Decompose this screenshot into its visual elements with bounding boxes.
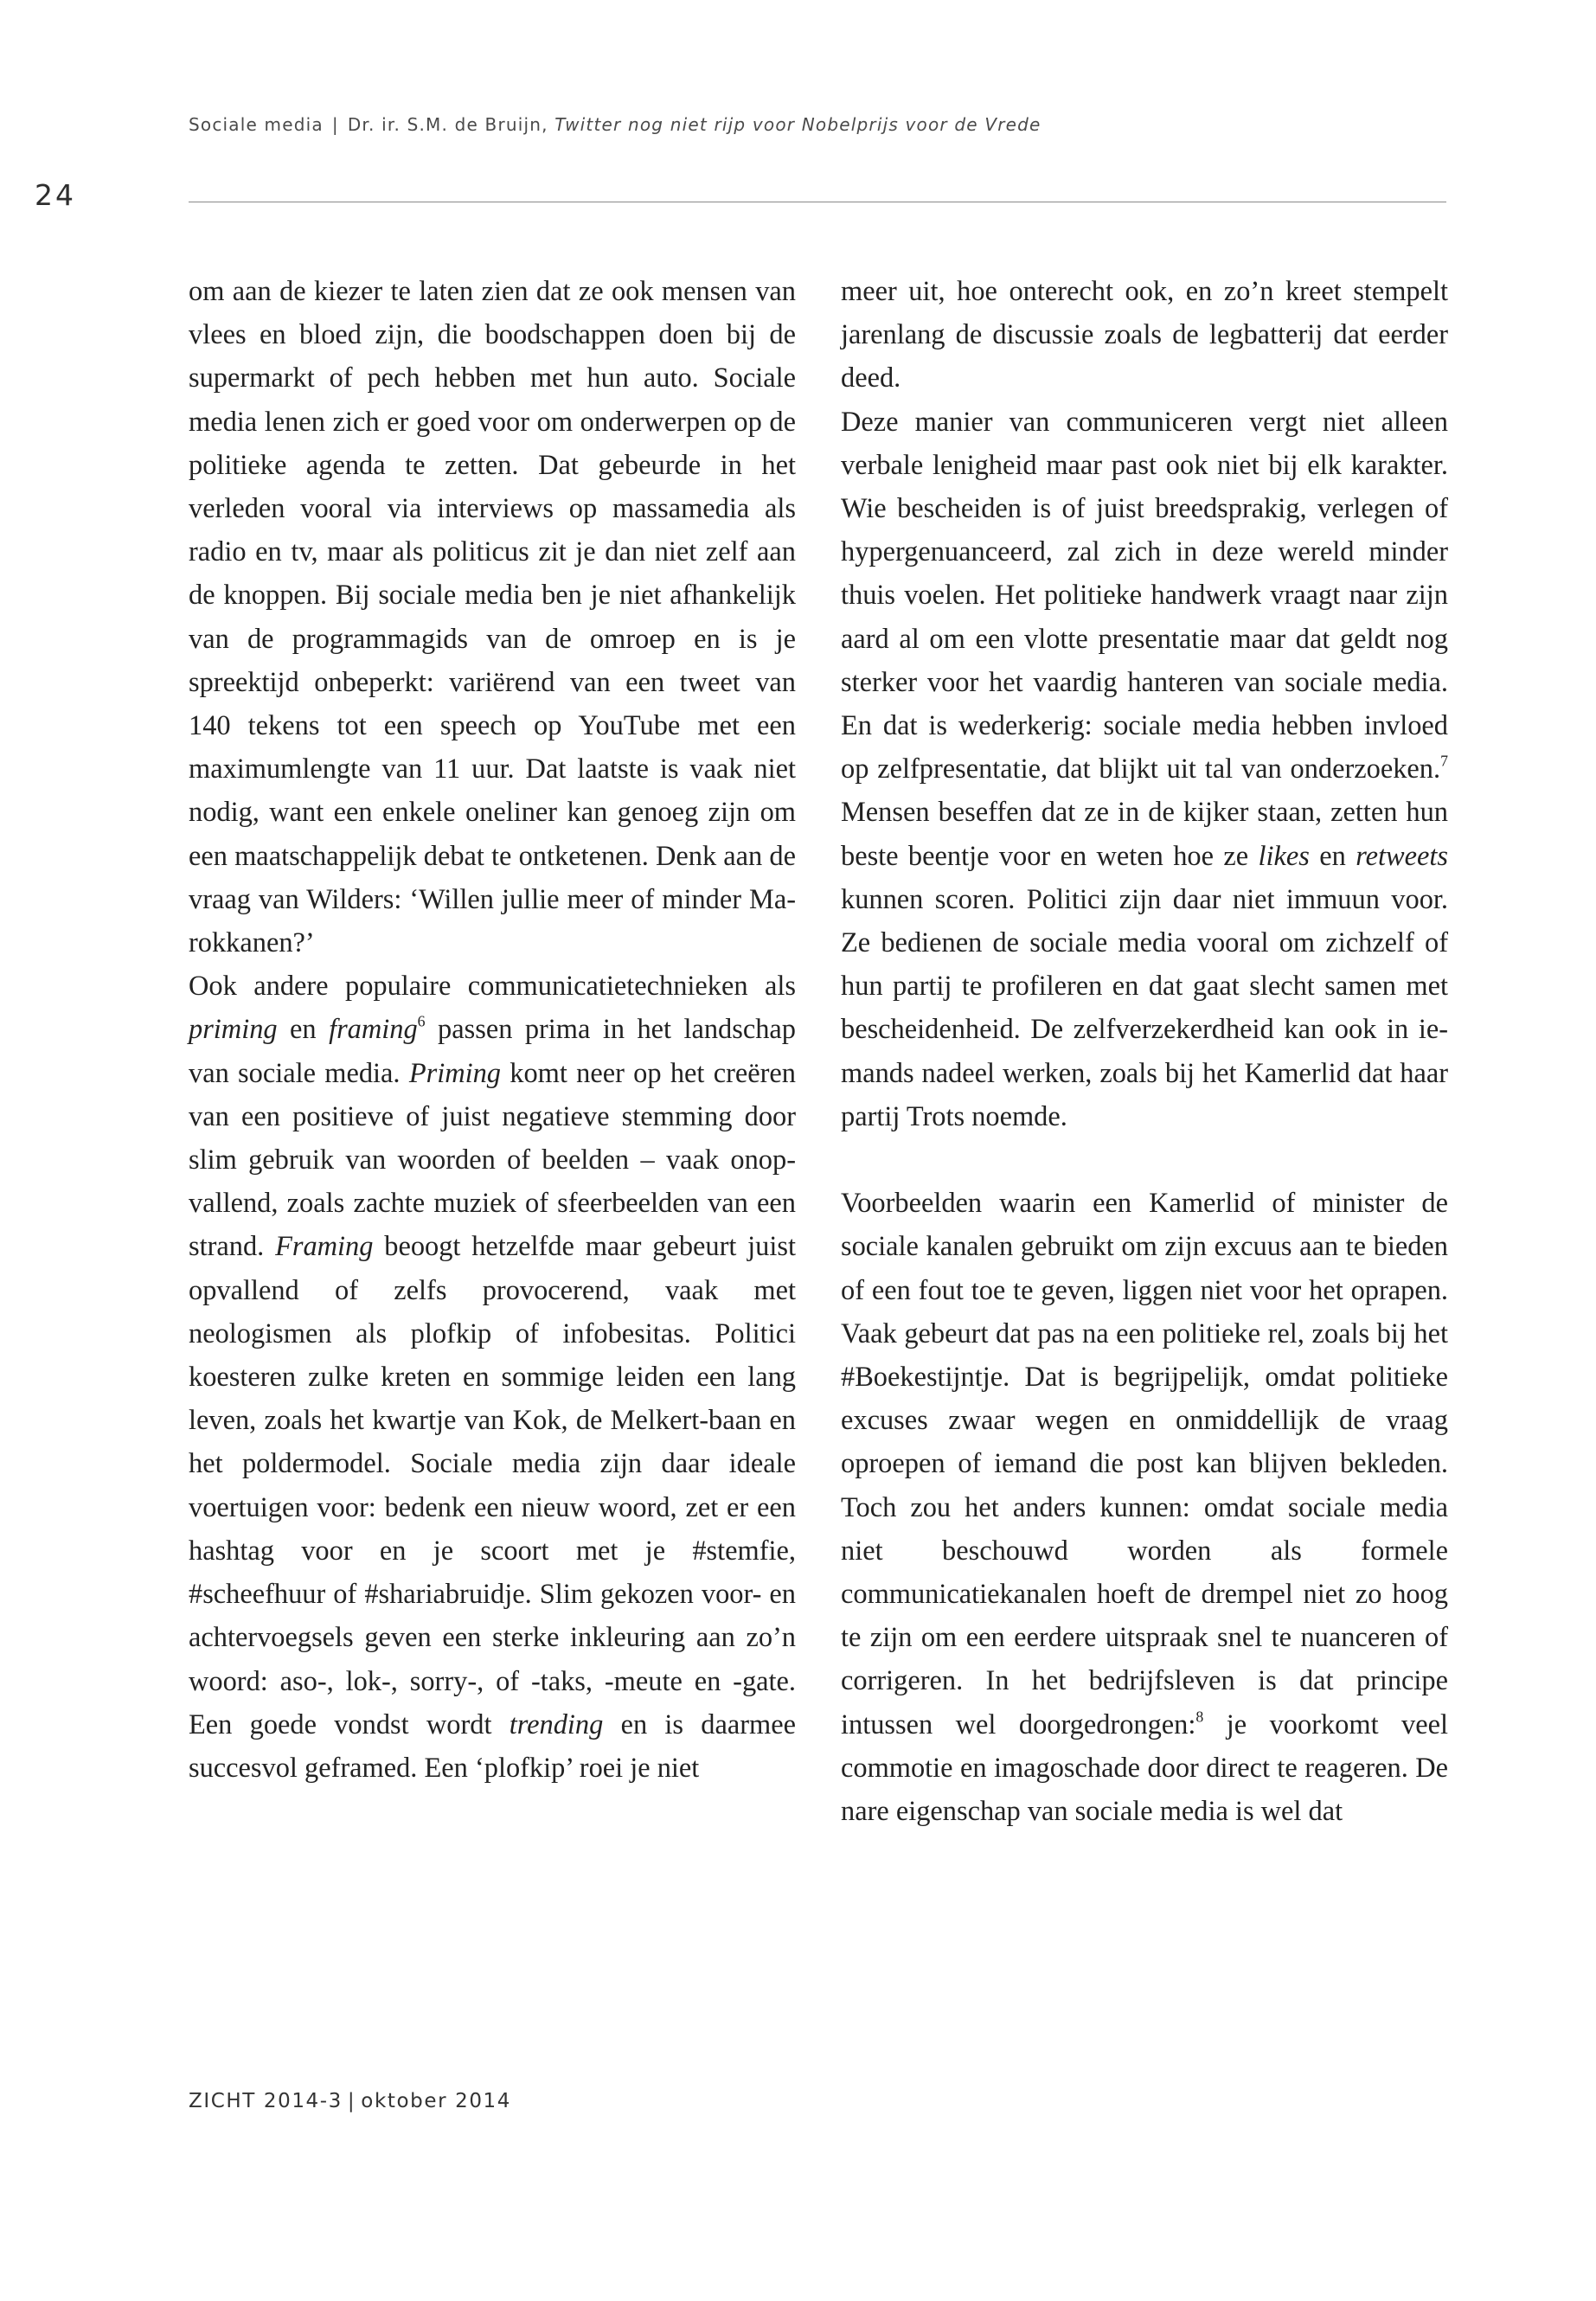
footer-separator: |: [347, 2090, 356, 2112]
running-header: [189, 114, 1452, 135]
italic-term: likes: [1258, 840, 1310, 872]
italic-term: Priming: [408, 1057, 501, 1089]
italic-term: Framing: [275, 1231, 374, 1263]
header-separator: |: [331, 114, 339, 135]
page-footer: [189, 2090, 511, 2112]
italic-term: framing: [329, 1014, 418, 1046]
footnote-ref: 6: [417, 1013, 426, 1031]
footer-publication: ZICHT 2014-3: [189, 2090, 343, 2112]
header-author: Dr. ir. S.M. de Bruijn,: [347, 114, 548, 135]
footer-date: oktober 2014: [361, 2090, 512, 2112]
italic-term: priming: [189, 1014, 278, 1046]
paragraph: Voorbeelden waarin een Kamerlid of minister de sociale kanalen gebruikt om zijn excuus aan te bieden of een fout toe te geven, liggen niet voor het oprapen. Vaak gebeurt dat pas na een politieke rel, zoals bij het #Boekestijntje. Dat is begrijpelijk, omdat politieke excuses zwaar wegen en onmiddellijk de vraag oproepen of iemand die post kan blijven bekleden. Toch zou het anders kunnen: omdat sociale media niet beschouwd worden als formele communicatiekanalen hoeft de drempel niet zo hoog te zijn om een eerdere uitspraak snel te nuanceren of corrigeren. In het bedrijfsleven is dat principe intussen wel doorgedrongen:$^8$ je voorkomt veel commotie en imagoschade door direct te reageren. De nare eigenschap van sociale media is wel dat: [841, 1188, 1448, 1828]
paragraph: Ook andere populaire communicatietechnieken als priming en framing$^6$ passen prima in het landschap van sociale media. Priming komt neer op het creëren van een positieve of juist negatieve stemming door slim gebruik van woorden of beelden – vaak onopvallend, zoals zachte muziek of sfeerbeelden van een strand. Framing beoogt hetzelfde maar gebeurt juist opvallend of zelfs provocerend, vaak met neologismen als plofkip of infobesitas. Politici koesteren zulke kreten en sommige leiden een lang leven, zoals het kwartje van Kok, de Melkert-baan en het poldermodel. Sociale media zijn daar ideale voertuigen voor: bedenk een nieuw woord, zet er een hashtag voor en je scoort met je #stemfie, #scheefhuur of #shariabruidje. Slim gekozen voor- en achtervoegsels geven een sterke inkleuring aan zo’n woord: aso-, lok-, sorry-, of -taks, -meute en -gate. Een goede vondst wordt trending en is daarmee succesvol geframed. Een ‘plofkip’ roei je niet: [189, 971, 796, 1784]
italic-term: retweets: [1356, 840, 1448, 872]
header-article-title: Twitter nog niet rijp voor Nobelprijs voor de Vrede: [554, 114, 1042, 135]
paragraph: om aan de kiezer te laten zien dat ze ook mensen van vlees en bloed zijn, die boodschappen doen bij de supermarkt of pech hebben met hun auto. Sociale media lenen zich er goed voor om onderwerpen op de politieke agenda te zetten. Dat gebeurde in het verleden vooral via interviews op massamedia als radio en tv, maar als politicus zit je dan niet zelf aan de knoppen. Bij sociale media ben je niet afhankelijk van de programmagids van de omroep en is je spreektijd onbeperkt: variërend van een tweet van 140 tekens tot een speech op YouTube met een maximumlengte van 11 uur. Dat laatste is vaak niet nodig, want een enkele oneliner kan genoeg zijn om een maatschappelijk debat te ontketenen. Denk aan de vraag van Wilders: ‘Willen jullie meer of minder Marokkanen?’: [189, 276, 796, 959]
footnote-ref: 8: [1195, 1708, 1204, 1726]
footnote-ref: 7: [1440, 752, 1448, 770]
paragraph: meer uit, hoe onterecht ook, en zo’n kreet stempelt jarenlang de discussie zoals de legbatterij dat eerder deed.: [841, 276, 1448, 394]
left-column: [189, 270, 796, 1790]
page-number: 24: [35, 178, 76, 212]
paragraph: Deze manier van communiceren vergt niet alleen verbale lenigheid maar past ook niet bij elk karakter. Wie bescheiden is of juist breedsprakig, verlegen of hypergenuanceerd, zal zich in deze wereld minder thuis voelen. Het politieke handwerk vraagt naar zijn aard al om een vlotte presentatie maar dat geldt nog sterker voor het vaardig hanteren van sociale media. En dat is wederkerig: sociale media hebben invloed op zelfpresentatie, dat blijkt uit tal van onderzoeken.$^7$ Mensen beseffen dat ze in de kijker staan, zetten hun beste beentje voor en weten hoe ze likes en retweets kunnen scoren. Politici zijn daar niet immuun voor. Ze bedienen de sociale media vooral om zichzelf of hun partij te profileren en dat gaat slecht samen met bescheidenheid. De zelfverzekerdheid kan ook in iemands nadeel werken, zoals bij het Kamerlid dat haar partij Trots noemde.: [841, 406, 1448, 1132]
italic-term: trending: [509, 1708, 604, 1740]
header-section: Sociale media: [189, 114, 324, 135]
right-column: [841, 270, 1448, 1833]
